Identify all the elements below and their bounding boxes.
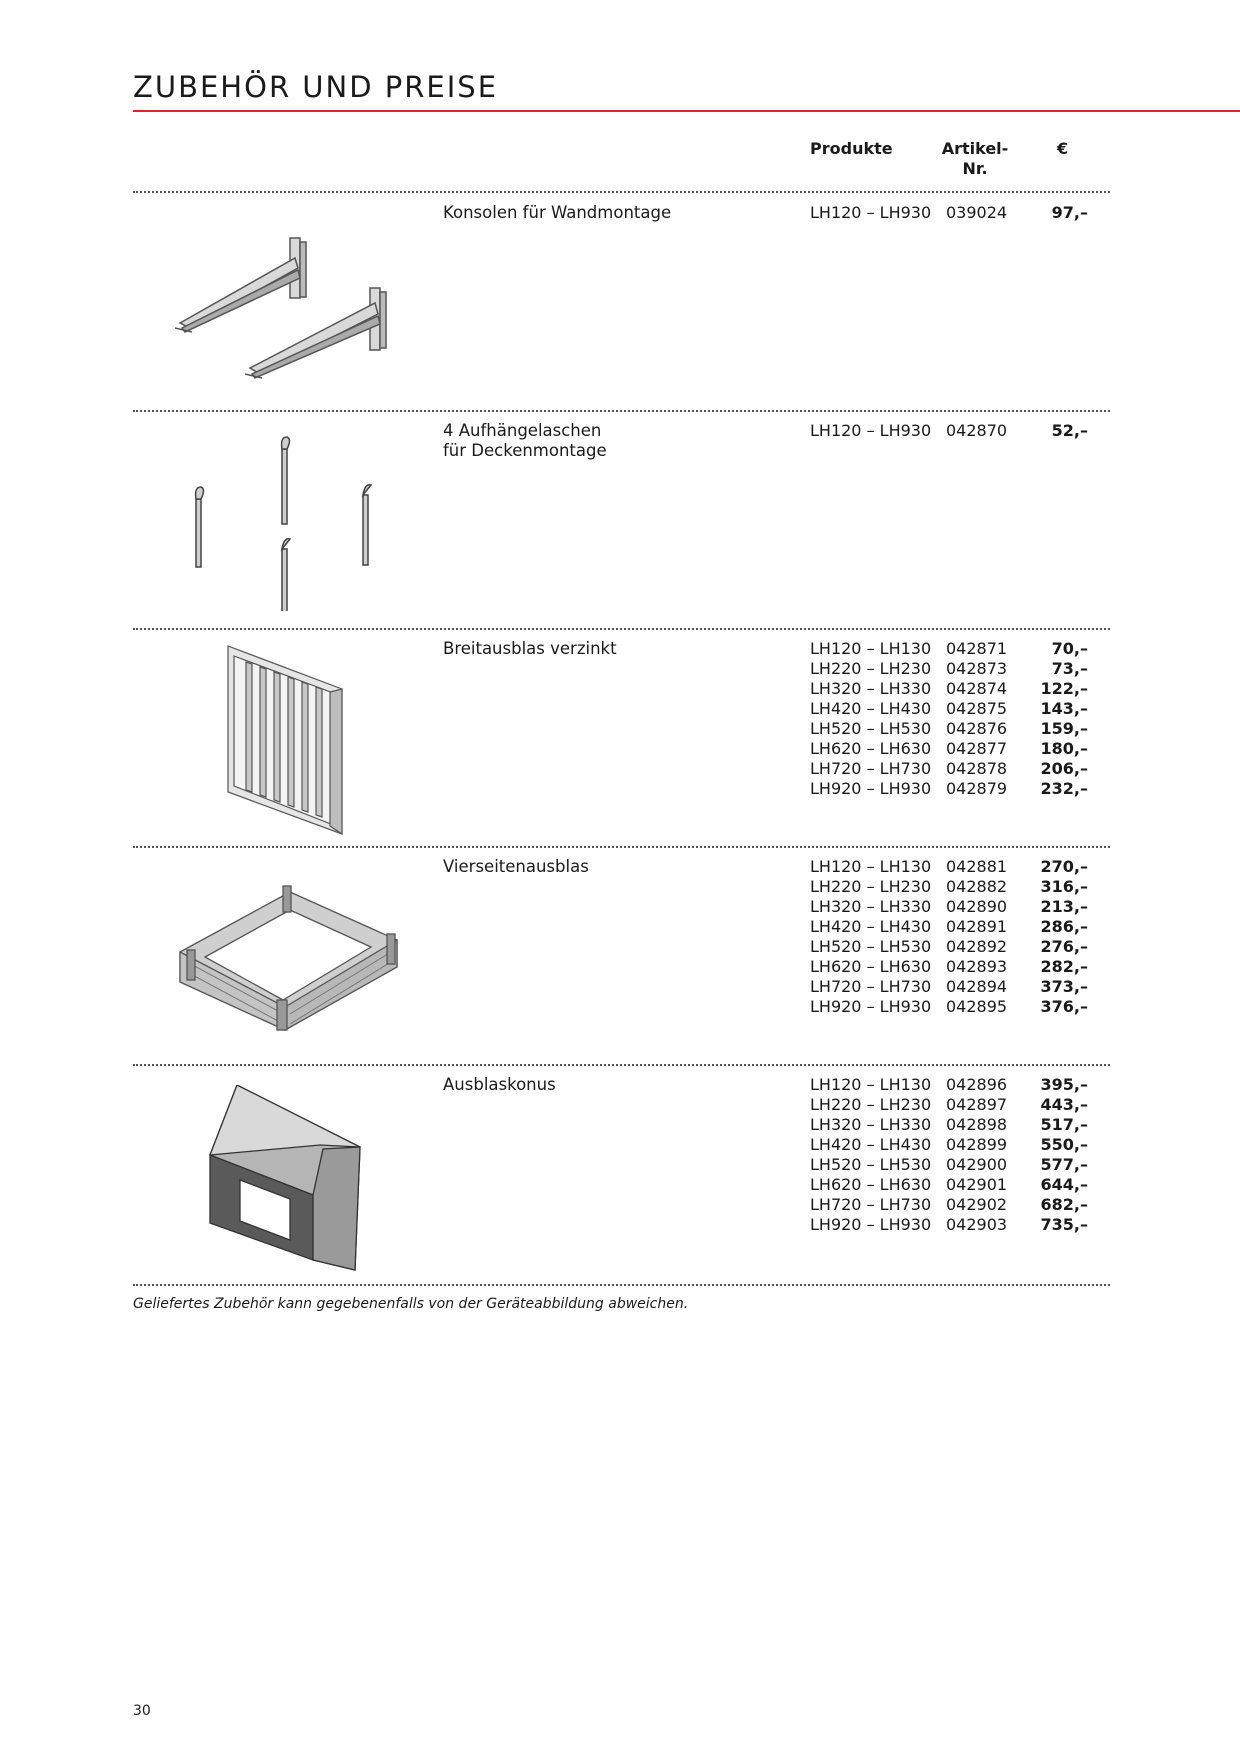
- product-range: LH320 – LH330: [810, 679, 932, 698]
- article-number: 042901: [946, 1175, 1008, 1194]
- article-number: 042898: [946, 1115, 1008, 1134]
- price: 443,–: [1040, 1095, 1088, 1114]
- product-name: [443, 203, 671, 223]
- article-number: 042896: [946, 1075, 1008, 1094]
- product-name: [443, 639, 617, 659]
- product-range: LH120 – LH130: [810, 1075, 932, 1094]
- article-number: 042890: [946, 897, 1008, 916]
- article-number: 042899: [946, 1135, 1008, 1154]
- article-number: 042876: [946, 719, 1008, 738]
- article-number: 042894: [946, 977, 1008, 996]
- article-number: 042870: [946, 421, 1008, 440]
- page-title: ZUBEHÖR UND PREISE: [133, 70, 499, 104]
- price: 644,–: [1040, 1175, 1088, 1194]
- header-euro: €: [1057, 139, 1069, 158]
- title-rule: [133, 110, 1240, 112]
- divider: [133, 1284, 1110, 1286]
- header-artikel: [940, 139, 1010, 179]
- article-number: 042878: [946, 759, 1008, 778]
- product-range: LH920 – LH930: [810, 997, 932, 1016]
- outlet-cone-icon: [205, 1085, 365, 1275]
- price: 70,–: [1051, 639, 1088, 658]
- article-number: 042871: [946, 639, 1008, 658]
- article-number: 042891: [946, 917, 1008, 936]
- article-number: 042873: [946, 659, 1008, 678]
- article-number: 042902: [946, 1195, 1008, 1214]
- product-range: LH420 – LH430: [810, 699, 932, 718]
- price: 159,–: [1040, 719, 1088, 738]
- product-range: LH720 – LH730: [810, 759, 932, 778]
- product-range: LH520 – LH530: [810, 937, 932, 956]
- price: 122,–: [1040, 679, 1088, 698]
- article-number: 042881: [946, 857, 1008, 876]
- price: 577,–: [1040, 1155, 1088, 1174]
- price: 550,–: [1040, 1135, 1088, 1154]
- price: 73,–: [1051, 659, 1088, 678]
- four-way-outlet-icon: [175, 882, 400, 1037]
- article-number: 042900: [946, 1155, 1008, 1174]
- divider: [133, 628, 1110, 630]
- product-range: LH320 – LH330: [810, 1115, 932, 1134]
- product-range: LH220 – LH230: [810, 877, 932, 896]
- price: 232,–: [1040, 779, 1088, 798]
- header-produkte: Produkte: [810, 139, 893, 158]
- louvre-grille-icon: [220, 644, 350, 839]
- article-number: 042897: [946, 1095, 1008, 1114]
- product-range: LH620 – LH630: [810, 1175, 932, 1194]
- price: 395,–: [1040, 1075, 1088, 1094]
- product-range: LH720 – LH730: [810, 977, 932, 996]
- product-range: LH920 – LH930: [810, 1215, 932, 1234]
- article-number: 039024: [946, 203, 1008, 222]
- article-number: 042893: [946, 957, 1008, 976]
- header-artikel-line1: Artikel-: [941, 139, 1009, 158]
- divider: [133, 191, 1110, 193]
- product-range: LH420 – LH430: [810, 1135, 932, 1154]
- product-name: [443, 857, 589, 877]
- price: 682,–: [1040, 1195, 1088, 1214]
- product-range: LH320 – LH330: [810, 897, 932, 916]
- price: 517,–: [1040, 1115, 1088, 1134]
- ceiling-hanger-icon: [180, 431, 380, 611]
- product-range: LH420 – LH430: [810, 917, 932, 936]
- divider: [133, 410, 1110, 412]
- product-name-line: für Deckenmontage: [443, 441, 607, 460]
- article-number: 042877: [946, 739, 1008, 758]
- price: 373,–: [1040, 977, 1088, 996]
- product-range: LH720 – LH730: [810, 1195, 932, 1214]
- product-range: LH120 – LH130: [810, 857, 932, 876]
- product-range: LH520 – LH530: [810, 719, 932, 738]
- product-name: [443, 421, 607, 461]
- price: 270,–: [1040, 857, 1088, 876]
- article-number: 042874: [946, 679, 1008, 698]
- price: 180,–: [1040, 739, 1088, 758]
- product-range: LH520 – LH530: [810, 1155, 932, 1174]
- product-name-line: Konsolen für Wandmontage: [443, 203, 672, 222]
- product-range: LH220 – LH230: [810, 659, 932, 678]
- product-name-line: 4 Aufhängelaschen: [443, 421, 602, 440]
- product-name-line: Breitausblas verzinkt: [443, 639, 617, 658]
- price: 52,–: [1051, 421, 1088, 440]
- product-range: LH120 – LH930: [810, 421, 932, 440]
- product-range: LH120 – LH930: [810, 203, 932, 222]
- article-number: 042879: [946, 779, 1008, 798]
- product-name: [443, 1075, 556, 1095]
- wall-bracket-icon: [170, 228, 410, 388]
- product-range: LH220 – LH230: [810, 1095, 932, 1114]
- article-number: 042895: [946, 997, 1008, 1016]
- article-number: 042892: [946, 937, 1008, 956]
- product-name-line: Vierseitenausblas: [443, 857, 589, 876]
- product-range: LH620 – LH630: [810, 957, 932, 976]
- product-range: LH120 – LH130: [810, 639, 932, 658]
- product-name-line: Ausblaskonus: [443, 1075, 556, 1094]
- price: 282,–: [1040, 957, 1088, 976]
- price: 735,–: [1040, 1215, 1088, 1234]
- price: 286,–: [1040, 917, 1088, 936]
- price: 376,–: [1040, 997, 1088, 1016]
- price: 143,–: [1040, 699, 1088, 718]
- divider: [133, 1064, 1110, 1066]
- divider: [133, 846, 1110, 848]
- page-number: 30: [133, 1703, 151, 1719]
- price: 213,–: [1040, 897, 1088, 916]
- price: 316,–: [1040, 877, 1088, 896]
- article-number: 042875: [946, 699, 1008, 718]
- price: 206,–: [1040, 759, 1088, 778]
- product-range: LH620 – LH630: [810, 739, 932, 758]
- product-range: LH920 – LH930: [810, 779, 932, 798]
- header-artikel-line2: Nr.: [962, 159, 988, 178]
- article-number: 042903: [946, 1215, 1008, 1234]
- article-number: 042882: [946, 877, 1008, 896]
- footnote: Geliefertes Zubehör kann gegebenenfalls von der Geräteabbildung abweichen.: [133, 1296, 689, 1312]
- price: 276,–: [1040, 937, 1088, 956]
- price: 97,–: [1051, 203, 1088, 222]
